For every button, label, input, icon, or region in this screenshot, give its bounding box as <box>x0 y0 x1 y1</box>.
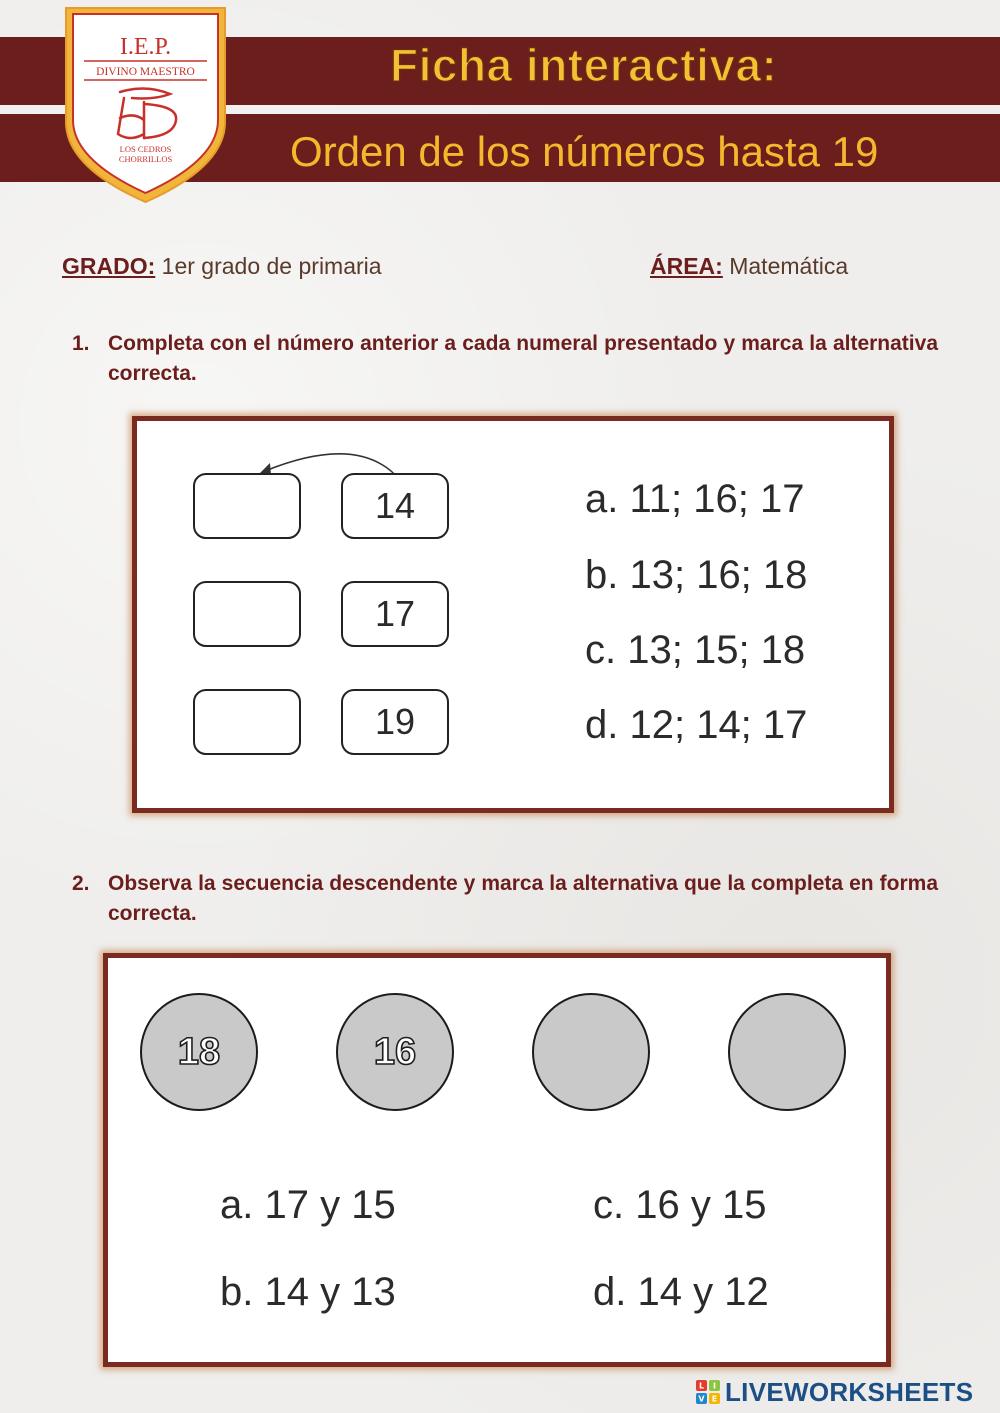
logo-letter-e: E <box>711 1394 718 1404</box>
question-1-text: Completa con el número anterior a cada numeral presentado y marca la alternativa correcta. <box>108 332 938 385</box>
grade-info <box>62 253 382 280</box>
crest-location-1: LOS CEDROS <box>119 144 172 154</box>
logo-letter-l: L <box>698 1381 705 1391</box>
liveworksheets-brand: LIVEWORKSHEETS <box>725 1376 974 1407</box>
crest-location-2: CHORRILLOS <box>118 154 173 164</box>
sequence-circle-3[interactable] <box>532 993 650 1111</box>
q2-option-a[interactable]: a. 17 y 15 <box>220 1183 396 1227</box>
question-1-number: 1. <box>72 332 90 355</box>
crest-name: I.E.P. <box>119 34 172 60</box>
q2-option-d[interactable]: d. 14 y 12 <box>593 1270 769 1314</box>
sequence-circle-4[interactable] <box>728 993 846 1111</box>
liveworksheets-grid-icon <box>696 1380 720 1404</box>
grade-value: 1er grado de primaria <box>161 253 382 279</box>
logo-letter-v: V <box>698 1394 705 1404</box>
answer-box-1[interactable] <box>193 473 301 539</box>
q1-option-d[interactable]: d. 12; 14; 17 <box>585 703 808 747</box>
answer-box-3[interactable] <box>193 689 301 755</box>
crest-school: DIVINO MAESTRO <box>96 66 195 78</box>
q1-option-c[interactable]: c. 13; 15; 18 <box>585 628 806 672</box>
question-2-panel <box>103 953 891 1367</box>
sequence-circle-1: 18 <box>140 993 258 1111</box>
question-1-panel <box>132 416 894 813</box>
q2-option-b[interactable]: b. 14 y 13 <box>220 1270 396 1314</box>
logo-letter-i: I <box>713 1381 716 1391</box>
school-crest-logo <box>58 2 233 207</box>
area-label: ÁREA: <box>650 253 723 279</box>
question-2-text: Observa la secuencia descendente y marca la alternativa que la completa en forma correcta. <box>108 872 938 925</box>
worksheet-title: Ficha interactiva: <box>390 39 778 91</box>
area-info <box>650 253 848 280</box>
given-number-box-2: 17 <box>341 581 449 647</box>
question-2-number: 2. <box>72 872 90 895</box>
area-value: Matemática <box>729 253 849 279</box>
question-2 <box>72 869 938 929</box>
worksheet-subtitle: Orden de los números hasta 19 <box>290 128 879 175</box>
answer-box-2[interactable] <box>193 581 301 647</box>
liveworksheets-logo[interactable] <box>696 1377 973 1407</box>
sequence-circle-2: 16 <box>336 993 454 1111</box>
grade-label: GRADO: <box>62 253 156 279</box>
q1-option-a[interactable]: a. 11; 16; 17 <box>585 477 805 521</box>
q1-option-b[interactable]: b. 13; 16; 18 <box>585 553 808 597</box>
given-number-box-3: 19 <box>341 689 449 755</box>
given-number-box-1: 14 <box>341 473 449 539</box>
q2-option-c[interactable]: c. 16 y 15 <box>593 1183 767 1227</box>
question-1 <box>72 329 938 389</box>
